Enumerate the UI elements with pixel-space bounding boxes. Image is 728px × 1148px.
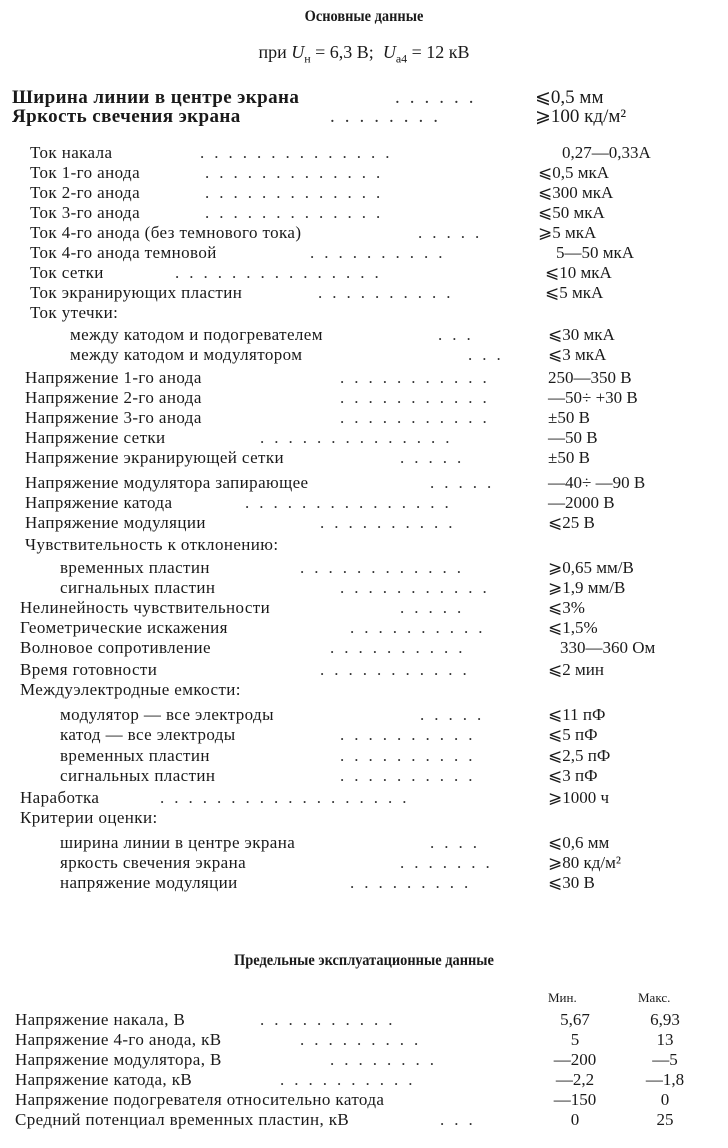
u-h-subscript: н [304, 51, 311, 66]
parameter-label: Геометрические искажения [20, 618, 228, 637]
parameter-value: ⩽5 пФ [548, 725, 598, 744]
parameter-row [0, 808, 728, 828]
leader-dots: ...... [395, 87, 484, 108]
leader-dots: .......... [318, 283, 461, 302]
leader-dots: ............... [175, 263, 389, 282]
parameter-row [0, 325, 728, 345]
parameter-label: Междуэлектродные емкости: [20, 680, 241, 699]
limit-label: Напряжение катода, кВ [15, 1070, 193, 1089]
parameter-value: ⩽30 мкА [548, 325, 615, 344]
parameter-value: ⩾0,65 мм/В [548, 558, 634, 577]
parameter-label: Наработка [20, 788, 100, 807]
parameter-row [0, 243, 728, 263]
parameter-value: ⩽1,5% [548, 618, 598, 637]
parameter-row [0, 345, 728, 365]
limit-row [0, 1110, 728, 1130]
section-title-basic: Основные данные [304, 8, 424, 25]
leader-dots: .......... [340, 725, 483, 744]
parameter-label: Ток сетки [30, 263, 104, 282]
parameter-row [0, 725, 728, 745]
parameter-value: ⩾5 мкА [538, 223, 597, 242]
column-header-min: Мин. [548, 990, 577, 1005]
parameter-row [0, 143, 728, 163]
conditions-prefix: при [258, 42, 287, 62]
parameter-row [0, 618, 728, 638]
leader-dots: ............. [205, 163, 391, 182]
limit-row [0, 1090, 728, 1110]
leader-dots: .......... [340, 766, 483, 785]
u-h-symbol: U [291, 42, 305, 62]
leader-dots: .............. [200, 143, 400, 162]
limit-label: Напряжение 4-го анода, кВ [15, 1030, 222, 1049]
parameter-label: Напряжение катода [25, 493, 173, 512]
parameter-label: Напряжение экранирующей сетки [25, 448, 285, 467]
parameter-label: Ток 4-го анода (без темнового тока) [30, 223, 302, 242]
leader-dots: .................. [160, 788, 417, 807]
limit-max-value: —5 [652, 1050, 678, 1069]
parameter-label: Чувствительность к отклонению: [25, 535, 279, 554]
limit-label: Напряжение накала, В [15, 1010, 186, 1029]
leader-dots: .... [430, 833, 487, 852]
parameter-value: ⩽10 мкА [545, 263, 612, 282]
parameter-label: Ток экранирующих пластин [30, 283, 243, 302]
limit-label: Напряжение модулятора, В [15, 1050, 222, 1069]
limit-max-value: 25 [656, 1110, 674, 1129]
parameter-label: Напряжение модулятора запирающее [25, 473, 309, 492]
parameter-row [0, 283, 728, 303]
leader-dots: ............... [245, 493, 459, 512]
parameter-row [0, 853, 728, 873]
limit-max-value: 0 [660, 1090, 670, 1109]
parameter-label: Ток 2-го анода [30, 183, 141, 202]
leader-dots: ..... [400, 448, 472, 467]
limit-row [0, 1050, 728, 1070]
parameter-row [0, 473, 728, 493]
parameter-row [0, 578, 728, 598]
parameter-value: ⩽300 мкА [538, 183, 614, 202]
leader-dots: ........ [330, 1050, 444, 1069]
parameter-row [0, 203, 728, 223]
limit-min-value: —200 [553, 1050, 597, 1069]
parameter-label: Ток утечки: [30, 303, 119, 322]
parameter-value: 250—350 В [548, 368, 632, 387]
column-header-max: Макс. [638, 990, 671, 1005]
parameter-value: —40÷ —90 В [548, 473, 646, 492]
parameter-row [0, 598, 728, 618]
parameter-label: Нелинейность чувствительности [20, 598, 271, 617]
leader-dots: .......... [260, 1010, 403, 1029]
parameter-label: Напряжение модуляции [25, 513, 206, 532]
parameter-value: ⩾80 кд/м² [548, 853, 621, 872]
leader-dots: ........... [340, 388, 497, 407]
parameter-value: ⩽5 мкА [545, 283, 604, 302]
leader-dots: ......... [350, 873, 479, 892]
leader-dots: .......... [310, 243, 453, 262]
leader-dots: .......... [330, 638, 473, 657]
limit-min-value: 0 [570, 1110, 580, 1129]
parameter-label: сигнальных пластин [60, 578, 216, 597]
parameter-label: временных пластин [60, 746, 210, 765]
parameter-row [0, 223, 728, 243]
parameter-value: 5—50 мкА [556, 243, 635, 262]
parameter-label: Ток 1-го анода [30, 163, 141, 182]
leader-dots: ............. [205, 183, 391, 202]
parameter-value: ±50 В [548, 448, 590, 467]
leader-dots: ............. [205, 203, 391, 222]
parameter-label: Напряжение 2-го анода [25, 388, 202, 407]
leader-dots: .............. [260, 428, 460, 447]
parameter-row [0, 705, 728, 725]
parameter-row [0, 766, 728, 786]
leader-dots: ..... [420, 705, 492, 724]
parameter-label: Ток 4-го анода темновой [30, 243, 217, 262]
leader-dots: ....... [400, 853, 500, 872]
leader-dots: ........... [320, 660, 477, 679]
parameter-row [0, 163, 728, 183]
parameter-value: 330—360 Ом [560, 638, 656, 657]
parameter-value: ⩾100 кд/м² [535, 106, 627, 127]
leader-dots: .......... [350, 618, 493, 637]
limit-min-value: 5,67 [560, 1010, 590, 1029]
parameter-value: ⩽25 В [548, 513, 595, 532]
leader-dots: ........... [340, 368, 497, 387]
parameter-row [0, 428, 728, 448]
limit-row [0, 1010, 728, 1030]
limit-label: Напряжение подогревателя относительно катода [15, 1090, 385, 1109]
parameter-row [0, 535, 728, 555]
parameter-label: Ток 3-го анода [30, 203, 141, 222]
leader-dots: ... [438, 325, 481, 344]
u-a4-subscript: а4 [395, 51, 408, 66]
parameter-row [0, 558, 728, 578]
parameter-label: Напряжение 1-го анода [25, 368, 202, 387]
leader-dots: ... [440, 1110, 483, 1129]
parameter-label: Волновое сопротивление [20, 638, 211, 657]
parameter-row [0, 513, 728, 533]
parameter-value: ⩾1,9 мм/В [548, 578, 626, 597]
parameter-label: Время готовности [20, 660, 158, 679]
parameter-label: сигнальных пластин [60, 766, 216, 785]
leader-dots: ........... [340, 408, 497, 427]
parameter-row [0, 746, 728, 766]
parameter-row [0, 388, 728, 408]
parameter-row [0, 107, 728, 127]
parameter-label: напряжение модуляции [60, 873, 238, 892]
parameter-row [0, 638, 728, 658]
limit-min-value: 5 [570, 1030, 580, 1049]
leader-dots: ........ [330, 106, 448, 127]
parameter-value: ⩽3% [548, 598, 585, 617]
parameter-value: ⩽2,5 пФ [548, 746, 611, 765]
leader-dots: ............ [300, 558, 471, 577]
parameter-row [0, 680, 728, 700]
leader-dots: .......... [280, 1070, 423, 1089]
parameter-row [0, 183, 728, 203]
limit-row [0, 1030, 728, 1050]
parameter-row [0, 303, 728, 323]
leader-dots: ..... [400, 598, 472, 617]
leader-dots: ........... [340, 578, 497, 597]
parameter-value: ⩽50 мкА [538, 203, 605, 222]
parameter-row [0, 263, 728, 283]
leader-dots: .......... [340, 746, 483, 765]
limit-max-value: 13 [656, 1030, 674, 1049]
parameter-label: Ширина линии в центре экрана [12, 87, 300, 108]
parameter-label: Критерии оценки: [20, 808, 158, 827]
parameter-value: ⩽11 пФ [548, 705, 606, 724]
limit-max-value: —1,8 [645, 1070, 685, 1089]
parameter-value: 0,27—0,33А [562, 143, 651, 162]
parameter-value: —2000 В [548, 493, 615, 512]
conditions-line [0, 42, 728, 67]
parameter-value: ⩽3 пФ [548, 766, 598, 785]
parameter-label: ширина линии в центре экрана [60, 833, 296, 852]
parameter-value: ⩽0,5 мм [535, 87, 604, 108]
parameter-row [0, 493, 728, 513]
leader-dots: ..... [430, 473, 502, 492]
parameter-value: ⩽30 В [548, 873, 595, 892]
parameter-value: ⩽2 мин [548, 660, 604, 679]
parameter-label: катод — все электроды [60, 725, 236, 744]
u-a4-value: = 12 кВ [411, 42, 470, 62]
leader-dots: ..... [418, 223, 490, 242]
leader-dots: .......... [320, 513, 463, 532]
parameter-label: Напряжение 3-го анода [25, 408, 202, 427]
u-a4-symbol: U [382, 42, 396, 62]
parameter-value: ⩽0,6 мм [548, 833, 610, 852]
parameter-row [0, 408, 728, 428]
limit-min-value: —2,2 [555, 1070, 595, 1089]
limit-min-value: —150 [553, 1090, 597, 1109]
parameter-label: между катодом и модулятором [70, 345, 303, 364]
parameter-value: ±50 В [548, 408, 590, 427]
parameter-label: между катодом и подогревателем [70, 325, 323, 344]
parameter-label: временных пластин [60, 558, 210, 577]
parameter-row [0, 833, 728, 853]
parameter-label: яркость свечения экрана [60, 853, 247, 872]
parameter-label: модулятор — все электроды [60, 705, 274, 724]
parameter-row [0, 368, 728, 388]
parameter-row [0, 788, 728, 808]
parameter-row [0, 873, 728, 893]
parameter-row [0, 660, 728, 680]
parameter-value: ⩾1000 ч [548, 788, 610, 807]
leader-dots: ... [468, 345, 511, 364]
limit-row [0, 1070, 728, 1090]
parameter-value: —50 В [548, 428, 598, 447]
leader-dots: ......... [300, 1030, 429, 1049]
section-title-limits: Предельные эксплуатационные данные [234, 952, 494, 969]
parameter-label: Напряжение сетки [25, 428, 166, 447]
limit-label: Средний потенциал временных пластин, кВ [15, 1110, 350, 1129]
parameter-row [0, 448, 728, 468]
parameter-value: ⩽0,5 мкА [538, 163, 610, 182]
parameter-label: Яркость свечения экрана [12, 106, 241, 127]
parameter-value: ⩽3 мкА [548, 345, 607, 364]
parameter-row [0, 88, 728, 108]
u-h-value: = 6,3 В; [315, 42, 374, 62]
limit-max-value: 6,93 [650, 1010, 680, 1029]
parameter-value: —50÷ +30 В [548, 388, 638, 407]
parameter-label: Ток накала [30, 143, 113, 162]
